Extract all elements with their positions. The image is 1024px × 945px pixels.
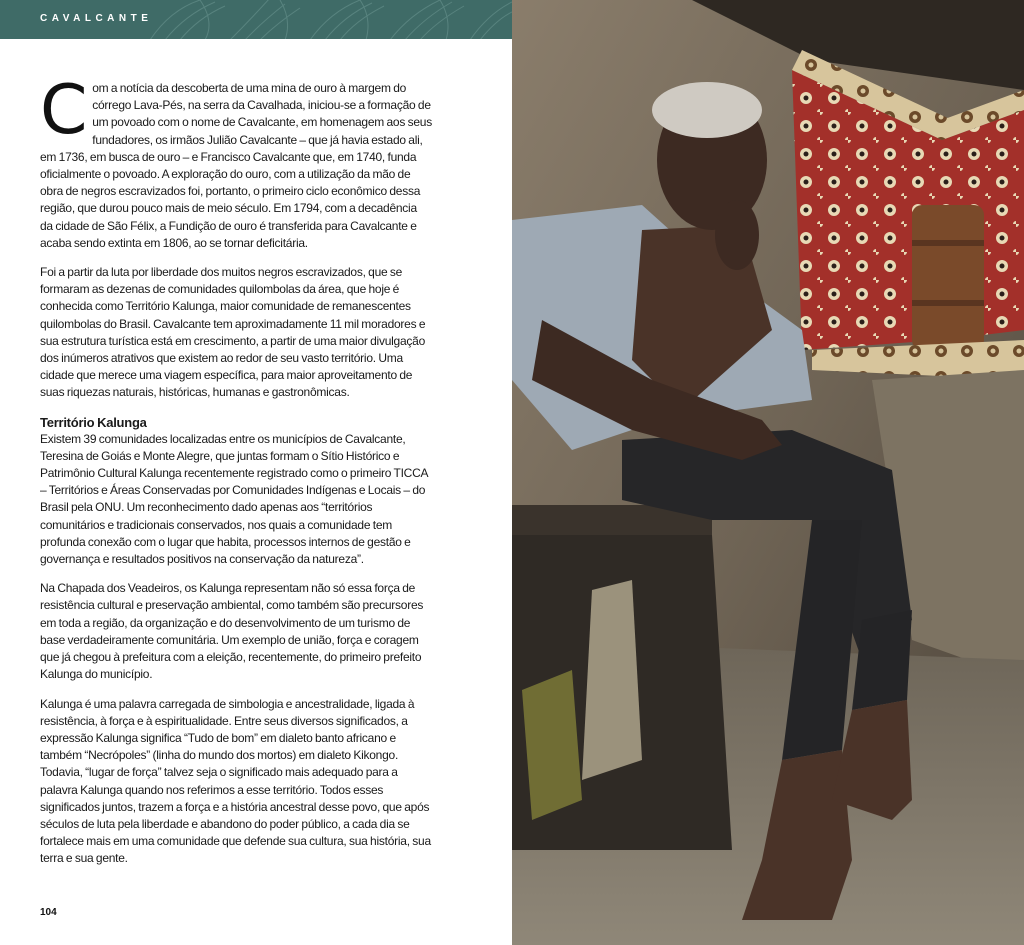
section-title: CAVALCANTE — [40, 13, 153, 24]
subheading-territorio-kalunga: Território Kalunga — [40, 414, 147, 430]
paragraph-1-text: om a notícia da descoberta de uma mina de ouro à margem do córrego Lava-Pés, na serra da Cavalhada, iniciou-se a formação de um povoado com o nome de Cavalcante, em homenagem aos seus fundadores, os irmãos Julião Cavalcante – que já havia estado ali, em 1736, em busca de ouro – e Francisco Cavalcante que, em 1740, funda oficialmente o povoado. A exploração do ouro, com a utilização da mão de obra de negros escravizados foi, portanto, o primeiro ciclo econômico dessa região, que durou pouco mais de meio século. Em 1794, com a decadência da cidade de São Félix, a Fundição de ouro é transferida para Cavalcante e acaba sendo extinta em 1806, ao se tornar deficitária. — [40, 81, 432, 250]
paragraph-2: Foi a partir da luta por liberdade dos muitos negros escravizados, que se formaram as dezenas de comunidades quilombolas da área, que hoje é conhecida como Território Kalunga, maior comunidade de remanescentes quilombolas do Brasil. Cavalcante tem aproximadamente 11 mil moradores e sua estrutura turística está em crescimento, a partir de uma maior divulgação dos inúmeros atrativos que existem ao redor de seu vasto território. Uma cidade que merece uma viagem específica, para maior aproveitamento de suas riquezas naturais, históricas, humanas e gastronômicas. — [40, 265, 426, 400]
bench-paint-patch — [582, 580, 642, 780]
paragraph-4: Na Chapada dos Veadeiros, os Kalunga representam não só essa força de resistência cultural e preservação ambiental, como também são precursores em toda a região, da organização e do desenvolvimento de um turismo de base verdadeiramente comunitária. Um exemplo de união, força e coragem que já chegou à prefeitura com a eleição, recentemente, do primeiro prefeito Kalunga do município. — [40, 581, 424, 682]
paragraph-5: Kalunga é uma palavra carregada de simbologia e ancestralidade, ligada à resistência, à força e à espiritualidade. Entre seus diversos significados, a expressão Kalunga significa “Tudo de bom” em dialeto banto africano e também “Necrópoles” (linha do mundo dos mortos) em dialeto Kikongo. Todavia, “lugar de força” talvez seja o significado mais adequado para a palavra Kalunga quando nos referimos a esse território. Todos esses significados juntos, trazem a força e a história ancestral desse povo, que após séculos de luta pela liberdade e abandono do poder público, a cada dia se fortalece mais em uma comunidade que defende sua cultura, sua história, sua terra e sua gente. — [40, 696, 431, 866]
photo-elderly-man-seated — [512, 0, 1024, 945]
clay-water-filter — [912, 205, 984, 350]
page-number: 104 — [40, 907, 57, 918]
article-body — [40, 71, 432, 880]
white-hair — [652, 82, 762, 138]
raised-hand — [715, 200, 759, 270]
photo-illustration — [512, 0, 1024, 945]
paragraph-3: Existem 39 comunidades localizadas entre os municípios de Cavalcante, Teresina de Goiás e Monte Alegre, que juntas formam o Sítio Histórico e Patrimônio Cultural Kalunga recentemente registrado como o primeiro TICCA – Territórios e Áreas Conservadas por Comunidades Indígenas e Locais – do Brasil pela ONU. Um reconhecimento dado apenas aos “territórios comunitários e tradicionais conservados, nos quais a comunidade tem profunda conexão com o lugar que habita, processos internos de gestão e governança e resultados positivos na conservação da natureza”. — [40, 431, 428, 567]
paragraph-1 — [40, 71, 432, 252]
header-band — [0, 0, 512, 40]
drop-cap: C — [40, 71, 88, 150]
